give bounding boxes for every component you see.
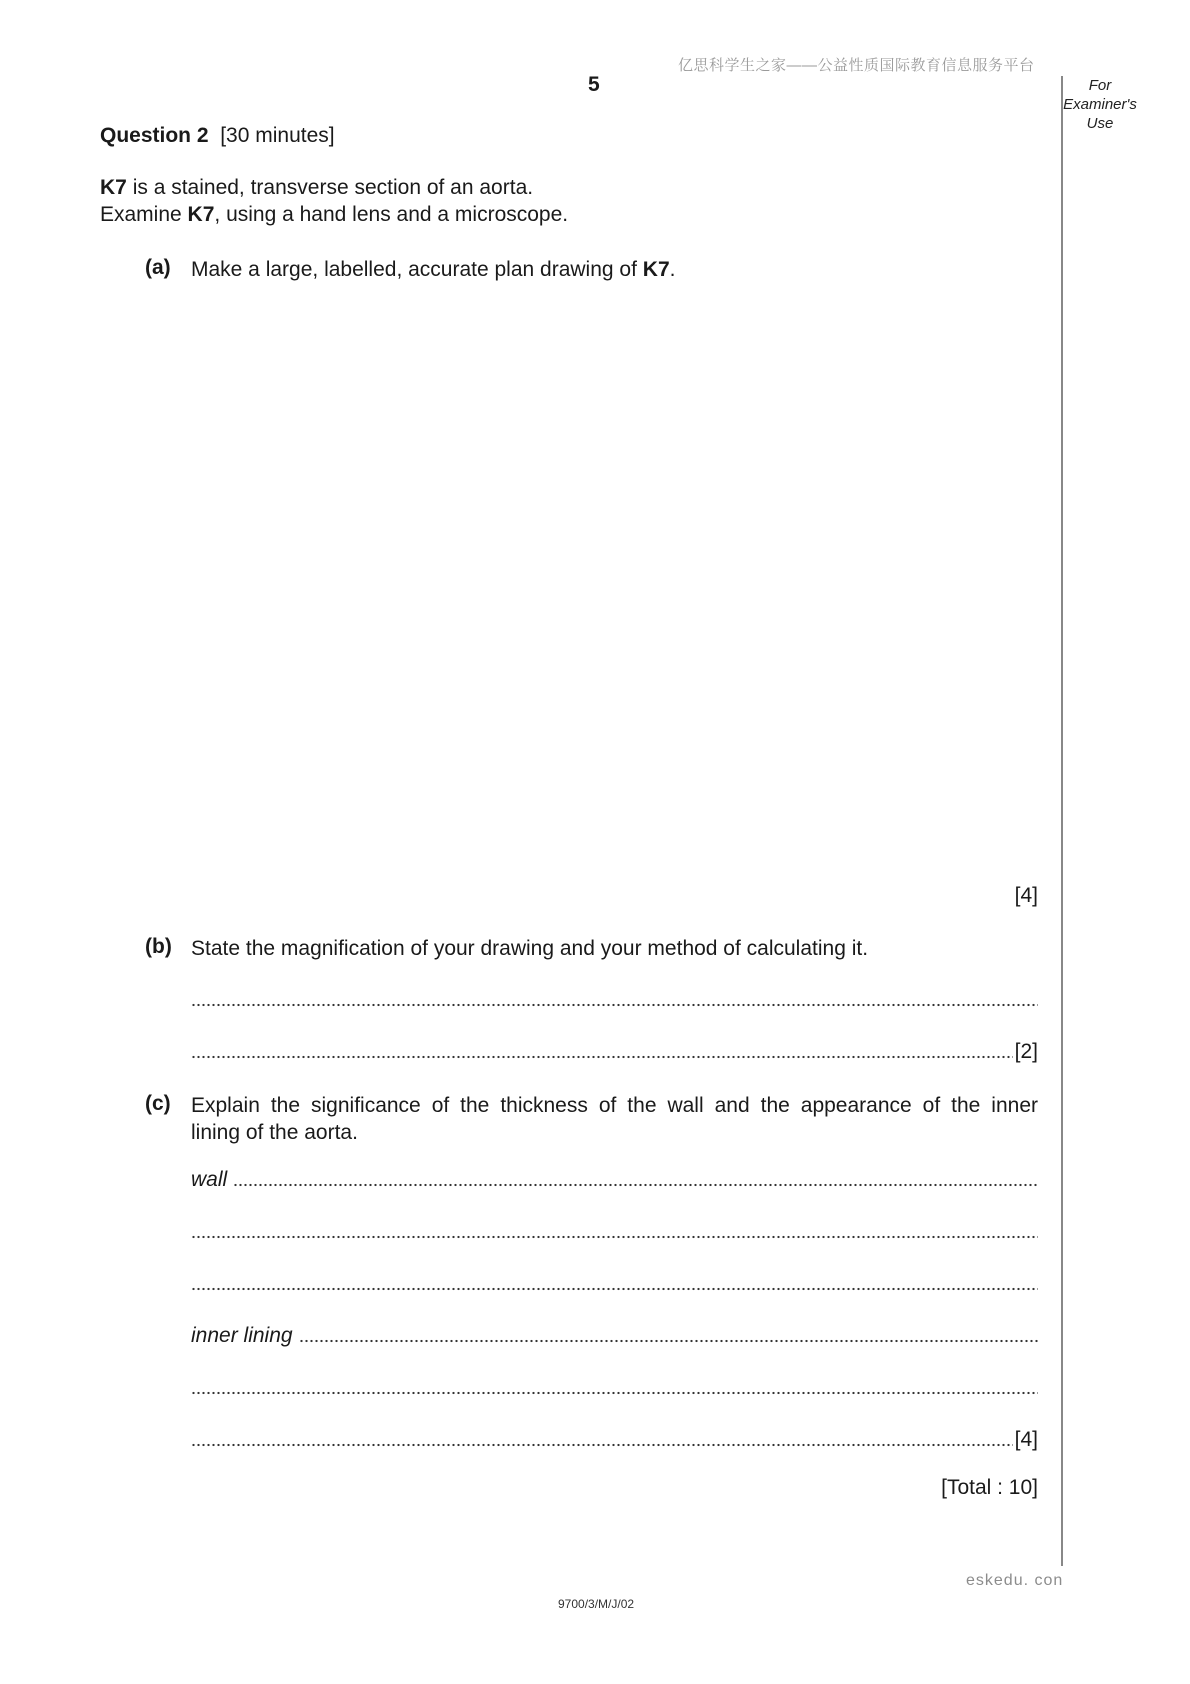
part-b-label: (b) — [145, 935, 172, 958]
question-intro — [100, 174, 568, 228]
dotted-rule — [233, 1183, 1038, 1187]
answer-line[interactable] — [191, 1426, 1038, 1452]
answer-line[interactable] — [191, 1038, 1038, 1064]
intro-line-1 — [100, 174, 568, 201]
examiner-margin-label — [1060, 76, 1140, 133]
page-number: 5 — [588, 73, 600, 96]
answer-line-wall[interactable] — [191, 1166, 1038, 1192]
intro-line-1-text: is a stained, transverse section of an aorta. — [126, 176, 534, 199]
part-a-label: (a) — [145, 256, 171, 279]
answer-line[interactable] — [191, 1374, 1038, 1400]
part-a-specimen: K7 — [642, 258, 670, 281]
answer-line-inner-lining[interactable] — [191, 1322, 1038, 1348]
part-c-question — [191, 1092, 1038, 1146]
part-c-label: (c) — [145, 1092, 171, 1115]
dotted-rule — [191, 1055, 1013, 1059]
paper-code: 9700/3/M/J/02 — [558, 1597, 635, 1611]
part-a-text-end: . — [669, 258, 676, 281]
part-a-marks: [4] — [1014, 884, 1038, 907]
part-c-text-line-2: lining of the aorta. — [191, 1121, 358, 1144]
answer-line[interactable] — [191, 986, 1038, 1012]
intro-line-2-start: Examine — [100, 203, 188, 226]
part-c-text-line-1: Explain the significance of the thickness of the wall and the appearance of the inner — [191, 1094, 1038, 1117]
part-a-question — [191, 256, 675, 283]
dotted-rule — [191, 1287, 1038, 1291]
dotted-rule — [191, 1443, 1013, 1447]
total-marks: [Total : 10] — [941, 1476, 1038, 1499]
margin-label-line-3: Use — [1086, 115, 1114, 132]
wall-label: wall — [191, 1168, 228, 1191]
margin-label-line-2: Examiner's — [1063, 96, 1137, 113]
answer-line[interactable] — [191, 1270, 1038, 1296]
drawing-area[interactable] — [145, 290, 1035, 860]
part-b-marks: [2] — [1014, 1040, 1038, 1063]
part-c-marks: [4] — [1014, 1428, 1038, 1451]
specimen-code: K7 — [100, 176, 127, 199]
dotted-rule — [299, 1339, 1038, 1343]
intro-line-2 — [100, 201, 568, 228]
examiner-margin-rule — [1061, 76, 1063, 1566]
inner-lining-label: inner lining — [191, 1324, 293, 1347]
watermark-footer: eskedu. con — [966, 1572, 1064, 1589]
margin-label-line-1: For — [1088, 77, 1112, 94]
question-duration: [30 minutes] — [220, 124, 335, 147]
dotted-rule — [191, 1003, 1038, 1007]
answer-line[interactable] — [191, 1218, 1038, 1244]
part-a-text: Make a large, labelled, accurate plan drawing of — [191, 258, 643, 281]
watermark-header: 亿思科学生之家——公益性质国际教育信息服务平台 — [678, 57, 1035, 74]
question-number: Question 2 — [100, 124, 209, 147]
question-title — [100, 124, 335, 148]
part-b-question: State the magnification of your drawing and your method of calculating it. — [191, 937, 869, 960]
dotted-rule — [191, 1391, 1038, 1395]
dotted-rule — [191, 1235, 1038, 1239]
specimen-code-2: K7 — [187, 203, 215, 226]
intro-line-2-text: , using a hand lens and a microscope. — [214, 203, 569, 226]
